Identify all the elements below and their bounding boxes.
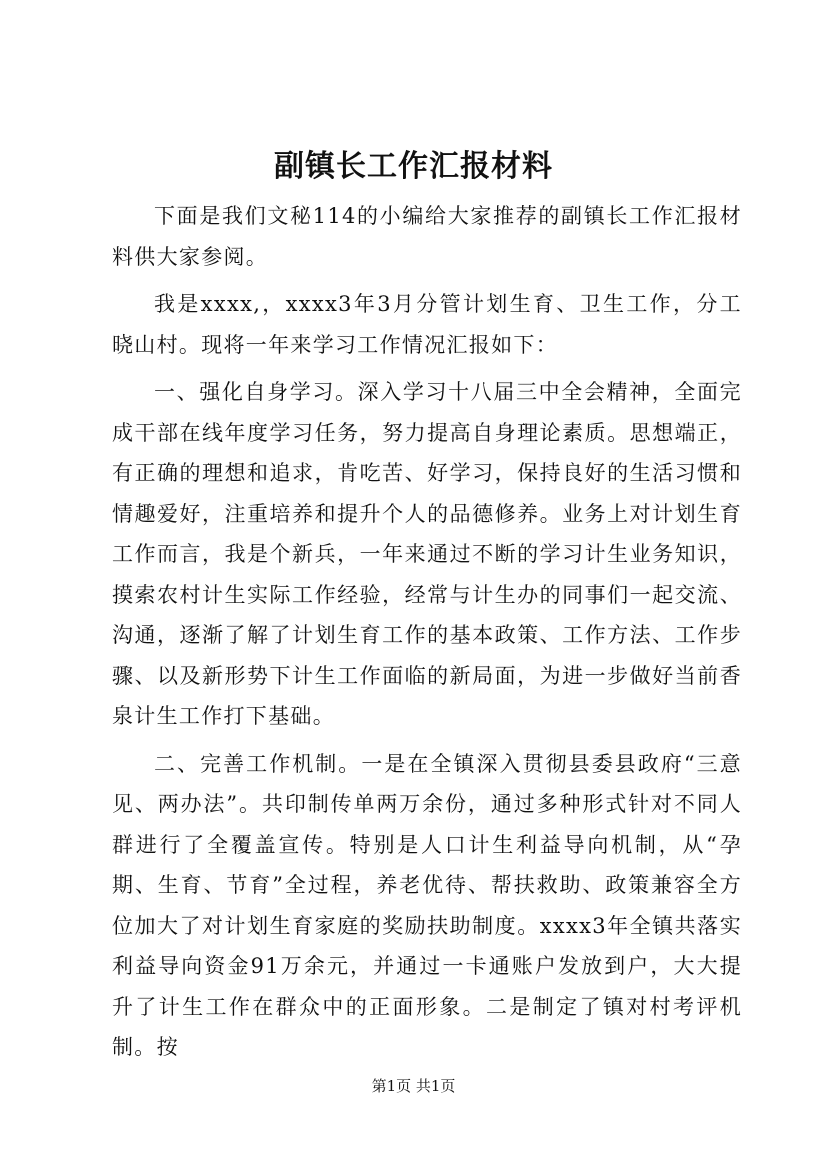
paragraph-intro: 下面是我们文秘114的小编给大家推荐的副镇长工作汇报材料供大家参阅。 [112,204,742,269]
paragraph-improve-mechanism: 二、完善工作机制。一是在全镇深入贯彻县委县政府“三意见、两办法”。共印制传单两万余份，通过多种形式针对不同人群进行了全覆盖宣传。特别是人口计生利益导向机制，从“孕期、生育、节育”全过程，养老优待、帮扶救助、政策兼容全方位加大了对计划生育家庭的奖励扶助制度。xxxx3年全镇共落实利益导向资金91万余元，并通过一卡通账户发放到户，大大提升了计生工作在群众中的正面形象。二是制定了镇对村考评机制。按 [112,751,742,1059]
document-body [112,196,742,1075]
page-number-footer: 第1页 共1页 [371,1077,456,1095]
paragraph-strengthen-study: 一、强化自身学习。深入学习十八届三中全会精神，全面完成干部在线年度学习任务，努力提高自身理论素质。思想端正，有正确的理想和追求，肯吃苦、好学习，保持良好的生活习惯和情趣爱好，注重培养和提升个人的品德修养。业务上对计划生育工作而言，我是个新兵，一年来通过不断的学习计生业务知识，摸索农村计生实际工作经验，经常与计生办的同事们一起交流、沟通，逐渐了解了计划生育工作的基本政策、工作方法、工作步骤、以及新形势下计生工作面临的新局面，为进一步做好当前香泉计生工作打下基础。 [112,380,742,728]
paragraph-self-introduction: 我是xxxx,，xxxx3年3月分管计划生育、卫生工作，分工晓山村。现将一年来学习工作情况汇报如下： [112,292,742,357]
document-title: 副镇长工作汇报材料 [274,149,553,184]
